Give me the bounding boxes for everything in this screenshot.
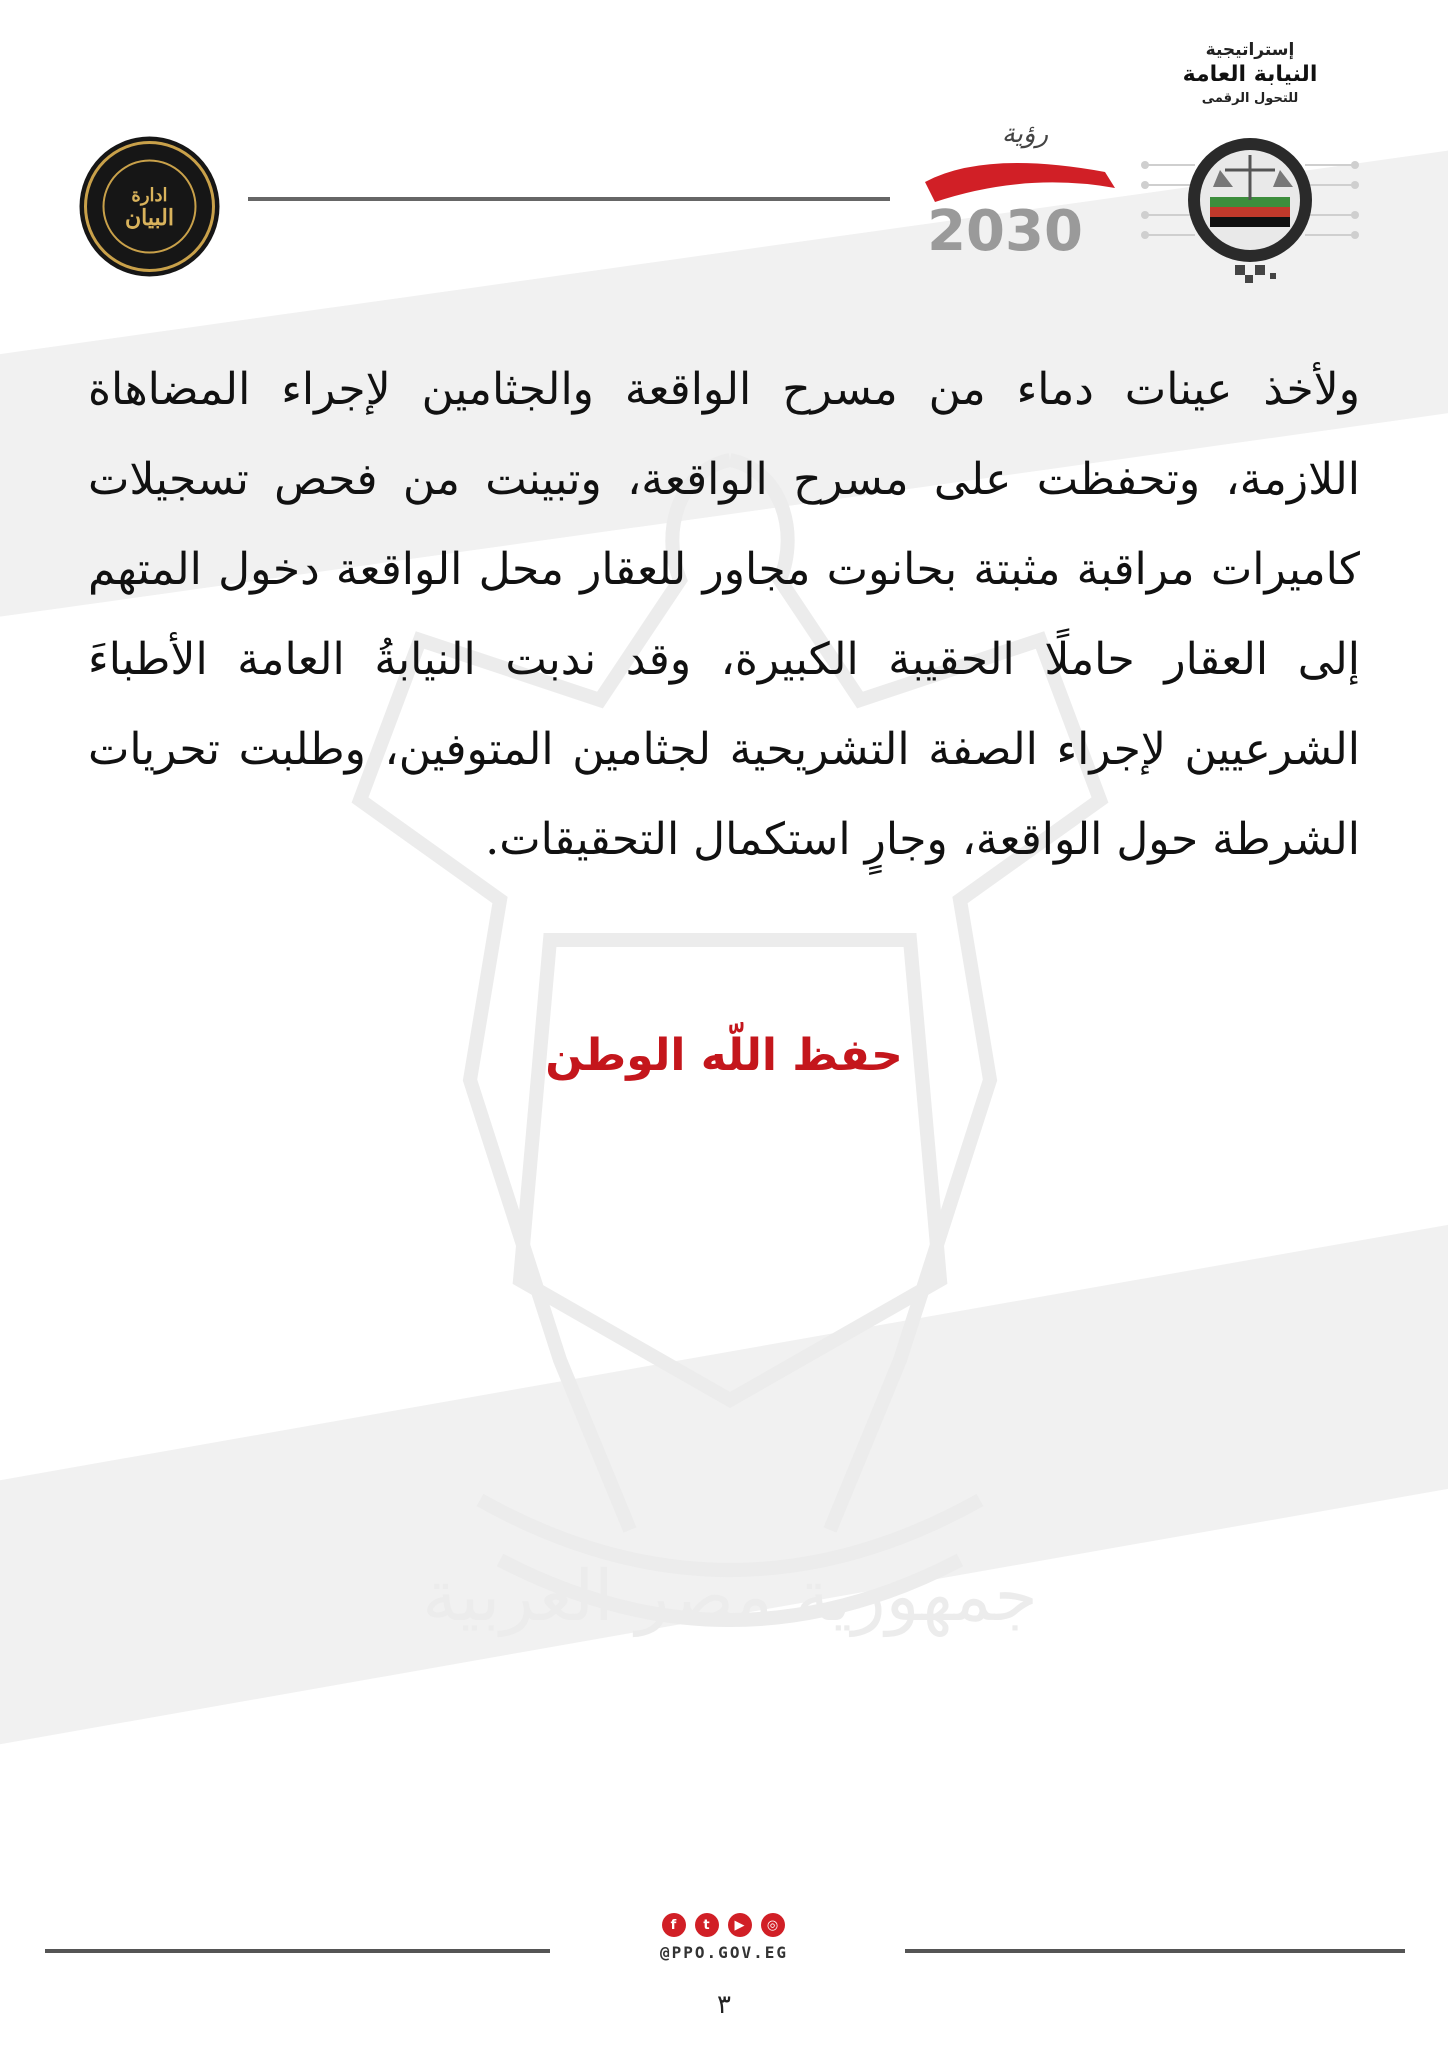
- social-handle[interactable]: @PPO.GOV.EG: [660, 1943, 788, 1962]
- watermark-text: جمهورية مصر العربية: [422, 1555, 1038, 1637]
- media-office-seal-icon: [78, 135, 221, 278]
- closing-phrase: حفظ اللّه الوطن: [545, 1030, 903, 1081]
- footer-rule-left: [45, 1949, 550, 1953]
- svg-text:رؤية: رؤية: [1001, 119, 1049, 149]
- svg-text:ادارة: ادارة: [131, 185, 168, 206]
- public-prosecution-emblem-icon: [1135, 125, 1365, 285]
- youtube-icon[interactable]: ▶: [728, 1913, 752, 1937]
- strategy-line-2: النيابة العامة: [1182, 62, 1318, 87]
- header-rule: [248, 197, 890, 201]
- svg-text:2030: 2030: [927, 199, 1083, 260]
- strategy-line-1: إستراتيجية: [1205, 40, 1295, 60]
- instagram-icon[interactable]: ◎: [761, 1913, 785, 1937]
- svg-text:البيان: البيان: [125, 205, 174, 231]
- strategy-line-3: للتحول الرقمى: [1201, 91, 1299, 106]
- page-header: [0, 0, 1448, 320]
- footer-rule-right: [905, 1949, 1405, 1953]
- facebook-icon[interactable]: f: [662, 1913, 686, 1937]
- twitter-icon[interactable]: t: [695, 1913, 719, 1937]
- digital-strategy-title: [1140, 40, 1360, 106]
- page-number: ٣: [717, 1990, 731, 2020]
- egypt-vision-2030-logo: [905, 110, 1125, 260]
- statement-paragraph: ولأخذ عينات دماء من مسرح الواقعة والجثامين لإجراء المضاهاة اللازمة، وتحفظت على مسرح الواقعة، وتبينت من فحص تسجيلات كاميرات مراقبة مثبتة بحانوت مجاور للعقار محل الواقعة دخول المتهم إلى العقار حاملًا الحقيبة الكبيرة، وقد ندبت النيابةُ العامة الأطباءَ الشرعيين لإجراء الصفة التشريحية لجثامين المتوفين، وطلبت تحريات الشرطة حول الواقعة، وجارٍ استكمال التحقيقات.: [88, 364, 1360, 865]
- social-links: [655, 1913, 791, 1937]
